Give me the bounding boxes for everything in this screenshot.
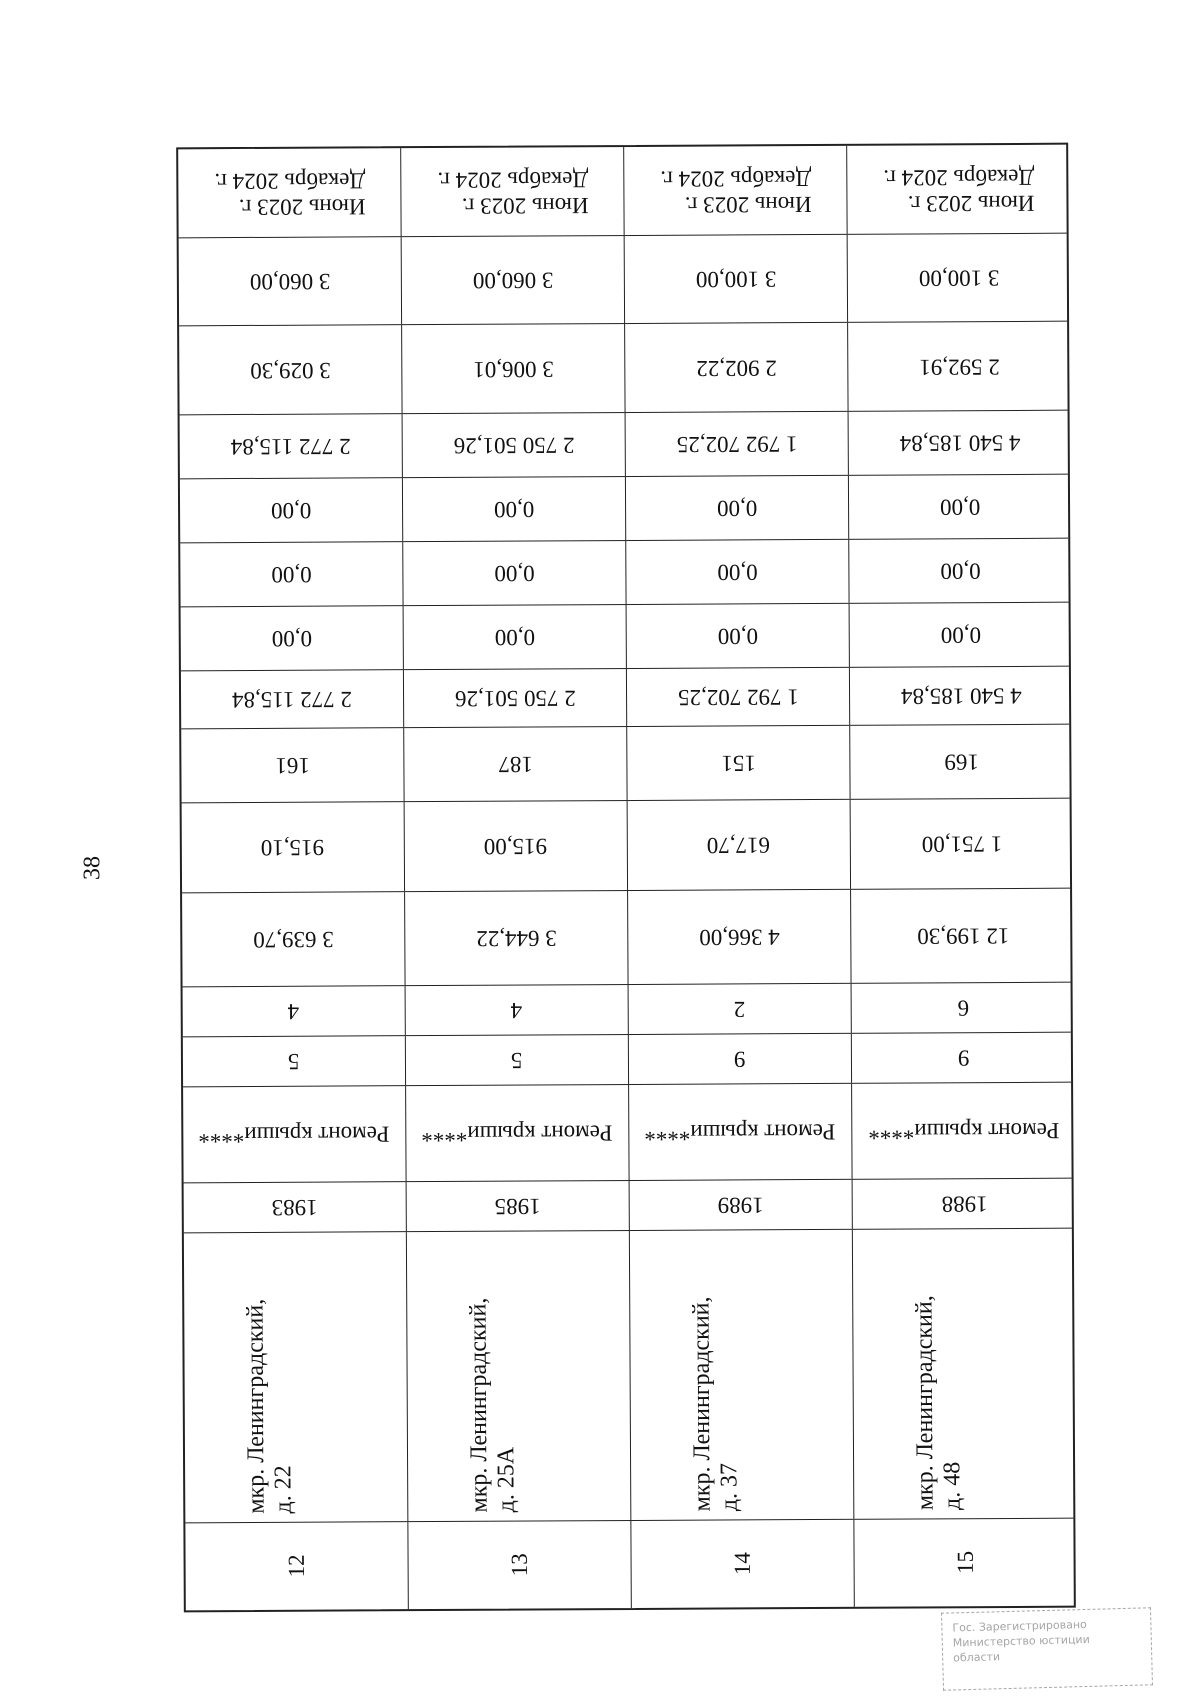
cell-year: 1983 <box>184 1182 407 1232</box>
cell-address <box>184 1232 409 1522</box>
cell-fund-federal: 0,00 <box>941 622 982 649</box>
row-work <box>183 1083 1071 1184</box>
address-text: мкр. Ленинградский, д. 37 <box>688 1296 743 1512</box>
cell-cost-total: 4 540 185,84 <box>901 683 1022 710</box>
cell-work: Ремонт крыши**** <box>868 1118 1060 1145</box>
row-cost-owners <box>180 411 1068 480</box>
row-year <box>184 1179 1072 1234</box>
cell-unit-limit: 3 060,00 <box>179 237 402 325</box>
cell-fund-regional: 0,00 <box>403 541 626 605</box>
cell-fund-regional: 0,00 <box>180 542 403 606</box>
cell-floors: 5 <box>183 1036 406 1086</box>
cell-unit-limit: 3 060,00 <box>402 236 625 324</box>
cell-address <box>630 1230 855 1520</box>
row-period <box>178 145 1066 239</box>
row-fund-regional <box>180 539 1068 608</box>
row-area-roof <box>182 799 1070 894</box>
cell-area-total: 4 366,00 <box>628 890 851 984</box>
row-area-total <box>182 889 1070 988</box>
cell-area-roof: 915,10 <box>182 802 405 892</box>
cell-residents: 151 <box>627 726 850 800</box>
cell-cost-owners: 1 792 702,25 <box>626 412 849 476</box>
cell-work: Ремонт крыши**** <box>629 1084 852 1180</box>
cell-floors: 5 <box>406 1035 629 1085</box>
cell-area-total: 3 639,70 <box>182 892 405 986</box>
cell-cost-total: 2 750 501,26 <box>404 669 627 727</box>
cell-unit-cost: 2 592,91 <box>919 354 1001 380</box>
cell-period: Июнь 2023 г. Декабрь 2024 г. <box>624 146 847 235</box>
cell-cost-total: 2 772 115,84 <box>181 670 404 728</box>
row-cost-total <box>181 667 1069 730</box>
cell-fund-local: 0,00 <box>626 476 849 540</box>
cell-entrances: 4 <box>183 986 406 1036</box>
row-entrances <box>183 983 1071 1038</box>
row-fund-federal <box>181 603 1069 672</box>
cell-work: Ремонт крыши**** <box>406 1085 629 1181</box>
cell-period: Июнь 2023 г. Декабрь 2024 г. <box>401 147 624 236</box>
cell-cost-owners: 2 772 115,84 <box>180 414 403 478</box>
address-text: мкр. Ленинградский, д. 48 <box>911 1295 966 1511</box>
cell-area-roof: 617,70 <box>628 800 851 890</box>
cell-index: 12 <box>185 1522 408 1610</box>
page-number: 38 <box>79 856 106 880</box>
cell-fund-local: 0,00 <box>180 478 403 542</box>
cell-unit-cost: 2 902,22 <box>625 323 848 412</box>
row-unit-limit <box>179 234 1067 327</box>
cell-fund-federal: 0,00 <box>404 605 627 669</box>
cell-fund-regional: 0,00 <box>626 540 849 604</box>
address-text: мкр. Ленинградский, д. 25А <box>465 1297 520 1513</box>
cell-area-total: 12 199,30 <box>916 923 1009 950</box>
row-fund-local <box>180 475 1068 544</box>
cell-index: 14 <box>631 1520 854 1608</box>
cell-work: Ремонт крыши**** <box>183 1086 406 1182</box>
cell-residents: 161 <box>181 728 404 802</box>
cell-address <box>853 1229 1078 1519</box>
cell-residents: 169 <box>944 749 980 776</box>
cell-year: 1985 <box>407 1181 630 1231</box>
cell-fund-local: 0,00 <box>403 477 626 541</box>
cell-area-roof: 915,00 <box>405 801 628 891</box>
cell-entrances: 4 <box>406 985 629 1035</box>
cell-fund-local: 0,00 <box>940 494 981 521</box>
registration-stamp <box>941 1607 1153 1690</box>
cell-address <box>407 1231 632 1521</box>
stamp-line: области <box>953 1649 1001 1665</box>
cell-period: Июнь 2023 г. Декабрь 2024 г. <box>883 163 1035 216</box>
cell-period: Июнь 2023 г. Декабрь 2024 г. <box>178 148 401 237</box>
cell-floors: 9 <box>957 1045 970 1071</box>
cell-fund-federal: 0,00 <box>181 606 404 670</box>
cell-year: 1989 <box>630 1180 853 1230</box>
row-floors <box>183 1033 1071 1088</box>
cell-area-roof: 1 751,00 <box>922 831 1003 858</box>
row-unit-cost <box>179 322 1067 416</box>
cell-unit-cost: 3 029,30 <box>179 325 402 414</box>
cell-entrances: 2 <box>629 984 852 1034</box>
cell-entrances: 6 <box>957 995 970 1021</box>
data-table <box>176 143 1076 1613</box>
cell-index: 15 <box>952 1551 978 1575</box>
row-address <box>184 1229 1074 1524</box>
cell-floors: 9 <box>629 1034 852 1084</box>
cell-unit-limit: 3 100,00 <box>919 265 1000 292</box>
address-text: мкр. Ленинградский, д. 22 <box>242 1299 297 1515</box>
cell-fund-federal: 0,00 <box>627 604 850 668</box>
cell-area-total: 3 644,22 <box>405 891 628 985</box>
cell-index: 13 <box>408 1521 631 1609</box>
cell-cost-total: 1 792 702,25 <box>627 668 850 726</box>
row-residents <box>181 725 1069 804</box>
cell-year: 1988 <box>941 1191 988 1218</box>
cell-unit-limit: 3 100,00 <box>625 235 848 323</box>
cell-cost-owners: 4 540 185,84 <box>899 430 1021 457</box>
cell-unit-cost: 3 006,01 <box>402 324 625 413</box>
cell-residents: 187 <box>404 727 627 801</box>
stamp-line: Министерство юстиции <box>952 1632 1090 1650</box>
cell-cost-owners: 2 750 501,26 <box>403 413 626 477</box>
stamp-line: Гос. Зарегистрировано <box>952 1617 1087 1635</box>
row-index <box>185 1519 1073 1611</box>
cell-fund-regional: 0,00 <box>940 558 982 585</box>
